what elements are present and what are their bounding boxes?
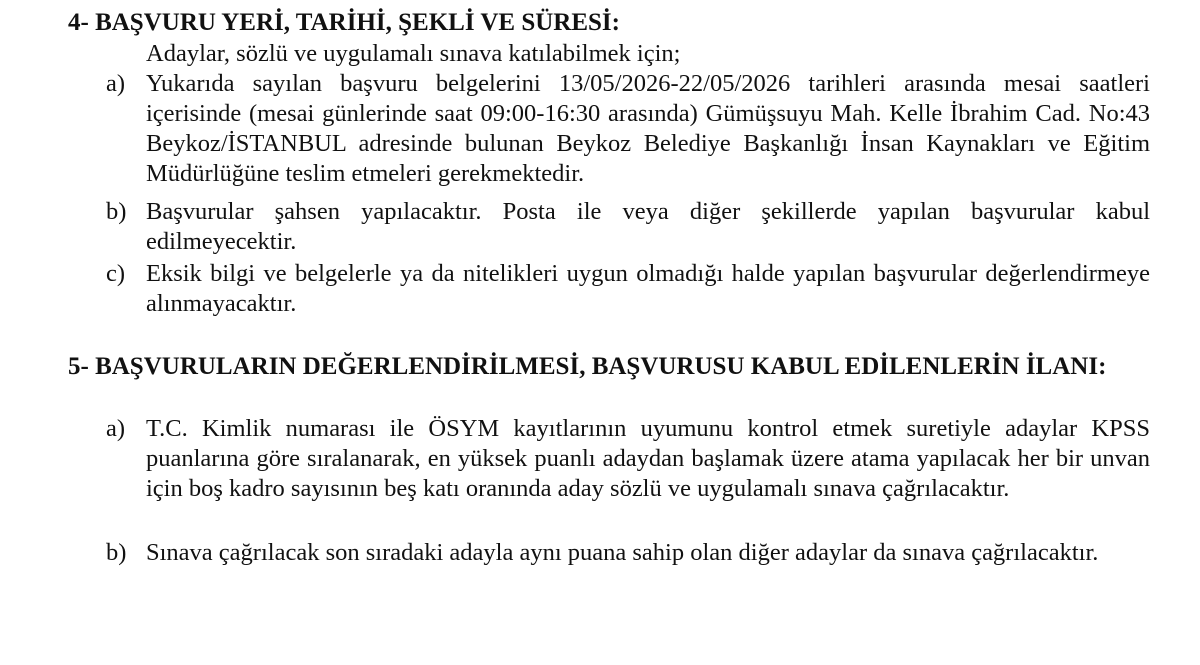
section-5-item-b	[106, 538, 1150, 568]
list-marker: a)	[106, 415, 126, 442]
section-5-heading: 5- BAŞVURULARIN DEĞERLENDİRİLMESİ, BAŞVURUSU KABUL EDİLENLERİN İLANI:	[68, 353, 1107, 380]
list-item-text: Başvurular şahsen yapılacaktır. Posta ile veya diğer şekillerde yapılan başvurular kabul edilmeyecektir.	[146, 198, 1150, 255]
list-marker: b)	[106, 539, 127, 566]
section-4-item-c	[106, 259, 1150, 319]
list-item-text: T.C. Kimlik numarası ile ÖSYM kayıtlarının uyumunu kontrol etmek suretiyle adaylar KPSS puanlarına göre sıralanarak, en yüksek puanlı adaydan başlamak üzere atama yapılacak her bir unvan için boş kadro sayısının beş katı oranında aday sözlü ve uygulamalı sınava çağrılacaktır.	[146, 415, 1150, 502]
section-4-intro: Adaylar, sözlü ve uygulamalı sınava katılabilmek için;	[146, 40, 681, 67]
list-item-text: Sınava çağrılacak son sıradaki adayla aynı puana sahip olan diğer adaylar da sınava çağrılacaktır.	[146, 539, 1099, 566]
section-4-item-b	[106, 197, 1150, 257]
section-5-item-a	[106, 414, 1150, 504]
list-marker: b)	[106, 198, 127, 225]
list-item-text: Yukarıda sayılan başvuru belgelerini 13/05/2026-22/05/2026 tarihleri arasında mesai saatleri içerisinde (mesai günlerinde saat 09:00-16:30 arasında) Gümüşsuyu Mah. Kelle İbrahim Cad. No:43 Beykoz/İSTANBUL adresinde bulunan Beykoz Belediye Başkanlığı İnsan Kaynakları ve Eğitim Müdürlüğüne teslim etmeleri gerekmektedir.	[146, 70, 1150, 187]
section-4-heading: 4- BAŞVURU YERİ, TARİHİ, ŞEKLİ VE SÜRESİ:	[68, 9, 620, 36]
section-4-item-a	[106, 69, 1150, 189]
list-item-text: Eksik bilgi ve belgelerle ya da nitelikleri uygun olmadığı halde yapılan başvurular değerlendirmeye alınmayacaktır.	[146, 260, 1150, 317]
list-marker: c)	[106, 260, 126, 287]
list-marker: a)	[106, 70, 126, 97]
